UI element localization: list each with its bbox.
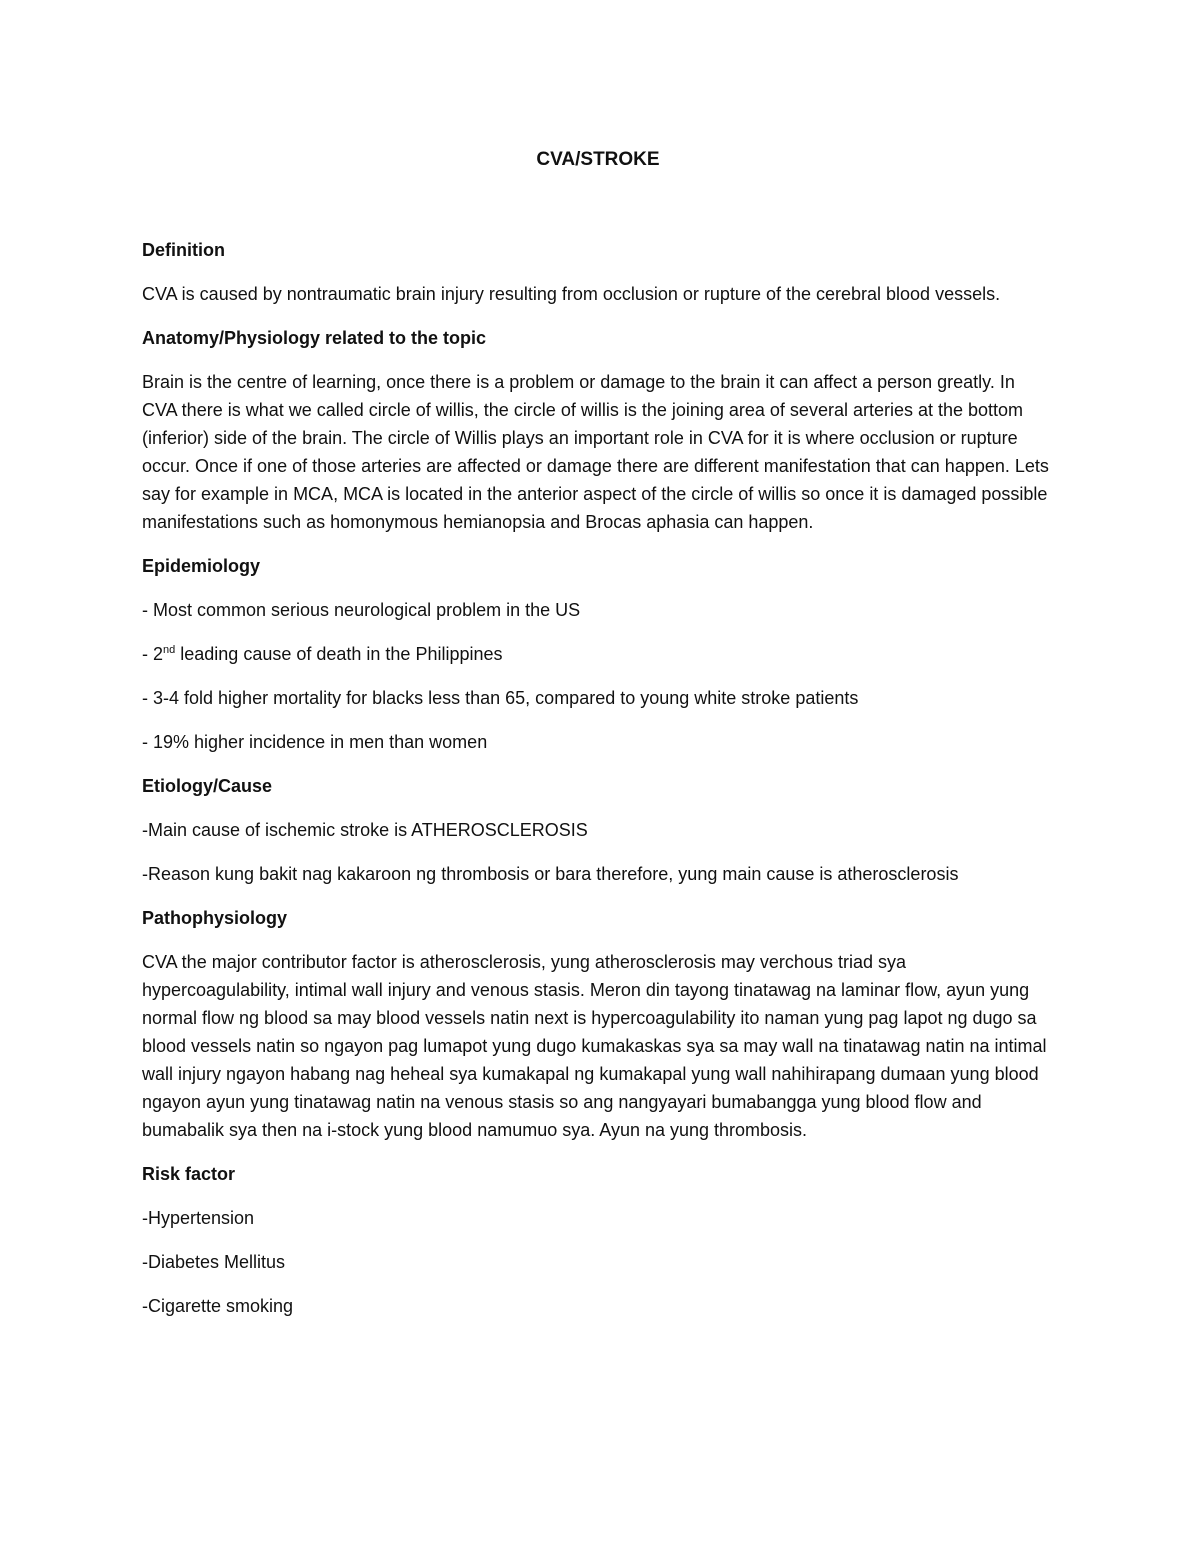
ordinal-suffix: nd xyxy=(163,644,176,656)
etiology-item: -Reason kung bakit nag kakaroon ng thrombosis or bara therefore, yung main cause is atherosclerosis xyxy=(142,864,959,884)
epidemiology-item-prefix: - 2 xyxy=(142,644,164,664)
anatomy-text: Brain is the centre of learning, once there is a problem or damage to the brain it can affect a person greatly. In CVA there is what we called circle of willis, the circle of willis is the joining area of several arteries at the bottom (inferior) side of the brain. The circle of Willis plays an important role in CVA for it is where occlusion or rupture occur. Once if one of those arteries are affected or damage there are different manifestation that can happen. Lets say for example in MCA, MCA is located in the anterior aspect of the circle of willis so once it is damaged possible manifestations such as homonymous hemianopsia and Brocas aphasia can happen. xyxy=(142,372,1049,532)
etiology-heading: Etiology/Cause xyxy=(142,776,273,796)
epidemiology-item xyxy=(142,640,1054,668)
definition-text: CVA is caused by nontraumatic brain injury resulting from occlusion or rupture of the cerebral blood vessels. xyxy=(142,284,1001,304)
risk-factor-item: -Diabetes Mellitus xyxy=(142,1252,286,1272)
etiology-item: -Main cause of ischemic stroke is ATHEROSCLEROSIS xyxy=(142,820,588,840)
anatomy-heading: Anatomy/Physiology related to the topic xyxy=(142,328,487,348)
document-title: CVA/STROKE xyxy=(536,149,660,170)
risk-factor-heading: Risk factor xyxy=(142,1164,236,1184)
epidemiology-item: - 19% higher incidence in men than women xyxy=(142,732,488,752)
document-content xyxy=(142,146,1054,1336)
risk-factor-item: -Cigarette smoking xyxy=(142,1296,294,1316)
definition-heading: Definition xyxy=(142,240,225,260)
pathophysiology-heading: Pathophysiology xyxy=(142,908,288,928)
epidemiology-item: - 3-4 fold higher mortality for blacks less than 65, compared to young white stroke patients xyxy=(142,688,859,708)
risk-factor-item: -Hypertension xyxy=(142,1208,255,1228)
epidemiology-heading: Epidemiology xyxy=(142,556,261,576)
pathophysiology-text: CVA the major contributor factor is atherosclerosis, yung atherosclerosis may verchous triad sya hypercoagulability, intimal wall injury and venous stasis. Meron din tayong tinatawag na laminar flow, ayun yung normal flow ng blood sa may blood vessels natin next is hypercoagulability ito naman yung pag lapot ng dugo sa blood vessels natin so ngayon pag lumapot yung dugo kumakaskas sya sa may wall na tinatawag natin na intimal wall injury ngayon habang nag heheal sya kumakapal ng kumakapal yung wall nahihirapang dumaan yung blood ngayon ayun yung tinatawag natin na venous stasis so ang nangyayari bumabangga yung blood flow and bumabalik sya then na i-stock yung blood namumuo sya. Ayun na yung thrombosis. xyxy=(142,952,1047,1140)
epidemiology-item-suffix: leading cause of death in the Philippines xyxy=(175,644,503,664)
epidemiology-item: - Most common serious neurological problem in the US xyxy=(142,600,581,620)
